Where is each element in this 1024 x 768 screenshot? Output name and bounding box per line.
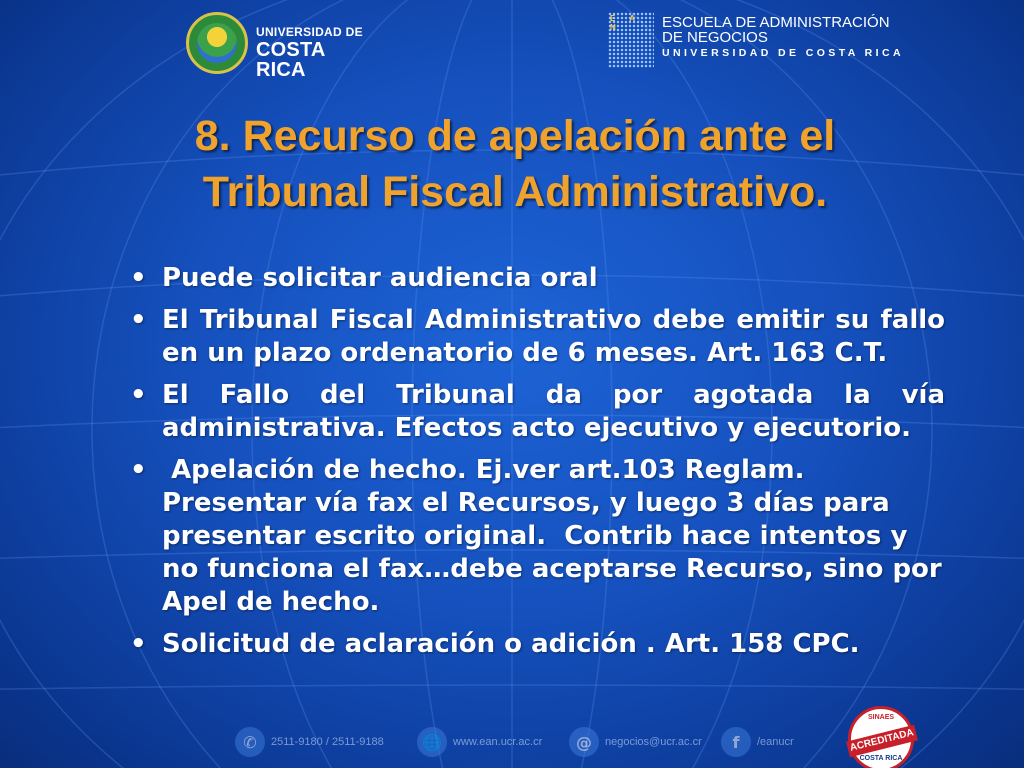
badge-top-text: SINAES: [867, 714, 895, 721]
ean-logo-line3: UNIVERSIDAD DE COSTA RICA: [662, 47, 904, 59]
bullet-text: Puede solicitar audiencia oral: [162, 263, 598, 293]
badge-band-text: ACREDITADA: [846, 725, 918, 757]
footer-email-text[interactable]: negocios@ucr.ac.cr: [605, 736, 702, 748]
bullet-item: [130, 262, 945, 295]
ucr-logo-line2: COSTA RICA: [256, 39, 325, 81]
ucr-logo-line1: UNIVERSIDAD DE: [256, 25, 363, 39]
bullet-marker: •: [130, 305, 147, 335]
footer-email[interactable]: [569, 724, 702, 760]
phone-icon: ✆: [235, 727, 265, 757]
bullet-marker: •: [130, 455, 147, 485]
footer-phone: [235, 724, 384, 760]
slide-title: [80, 108, 950, 220]
ucr-seal-icon: [186, 12, 248, 74]
footer-web-text[interactable]: www.ean.ucr.ac.cr: [453, 736, 543, 748]
globe-icon: 🌐: [417, 727, 447, 757]
slide-title-line2: Tribunal Fiscal Administrativo.: [202, 168, 828, 216]
ean-mark-icon: [608, 12, 654, 68]
bullet-list: [130, 262, 951, 670]
bullet-text: El Tribunal Fiscal Administrativo debe emitir su fallo en un plazo ordenatorio de 6 meses. Art. 163 C.T.: [162, 305, 945, 368]
bullet-marker: •: [130, 263, 147, 293]
bullet-text: Solicitud de aclaración o adición . Art. 158 CPC.: [162, 629, 860, 659]
badge-bottom-text: COSTA RICA: [859, 755, 903, 762]
bullet-item: [130, 304, 945, 370]
at-icon: @: [569, 727, 599, 757]
facebook-icon: f: [721, 727, 751, 757]
bullet-item: [130, 628, 945, 661]
contact-footer: [235, 724, 935, 764]
bullet-item: [130, 379, 945, 445]
bullet-marker: •: [130, 629, 147, 659]
footer-web[interactable]: [417, 724, 542, 760]
slide-title-line1: 8. Recurso de apelación ante el: [194, 112, 836, 160]
ean-logo-letters: E A N: [610, 14, 641, 32]
ean-logo-line1: ESCUELA DE ADMINISTRACIÓN: [662, 14, 890, 31]
bullet-item: [130, 454, 951, 619]
footer-phone-text: 2511-9180 / 2511-9188: [271, 736, 384, 748]
ean-logo: [608, 12, 918, 76]
footer-facebook-text[interactable]: /eanucr: [757, 736, 794, 748]
bullet-text: El Fallo del Tribunal da por agotada la vía administrativa. Efectos acto ejecutivo y ejecutorio.: [162, 380, 945, 443]
ucr-logo: [186, 12, 376, 81]
footer-facebook[interactable]: [721, 724, 794, 760]
ean-logo-line2: DE NEGOCIOS: [662, 29, 768, 46]
bullet-marker: •: [130, 380, 147, 410]
bullet-text: Apelación de hecho. Ej.ver art.103 Reglam. Presentar vía fax el Recursos, y luego 3 días para presentar escrito original. Contrib hace intentos y no funciona el fax…debe aceptarse Recurso, sino por Apel de hecho.: [162, 455, 951, 617]
accreditation-badge: [848, 706, 914, 768]
